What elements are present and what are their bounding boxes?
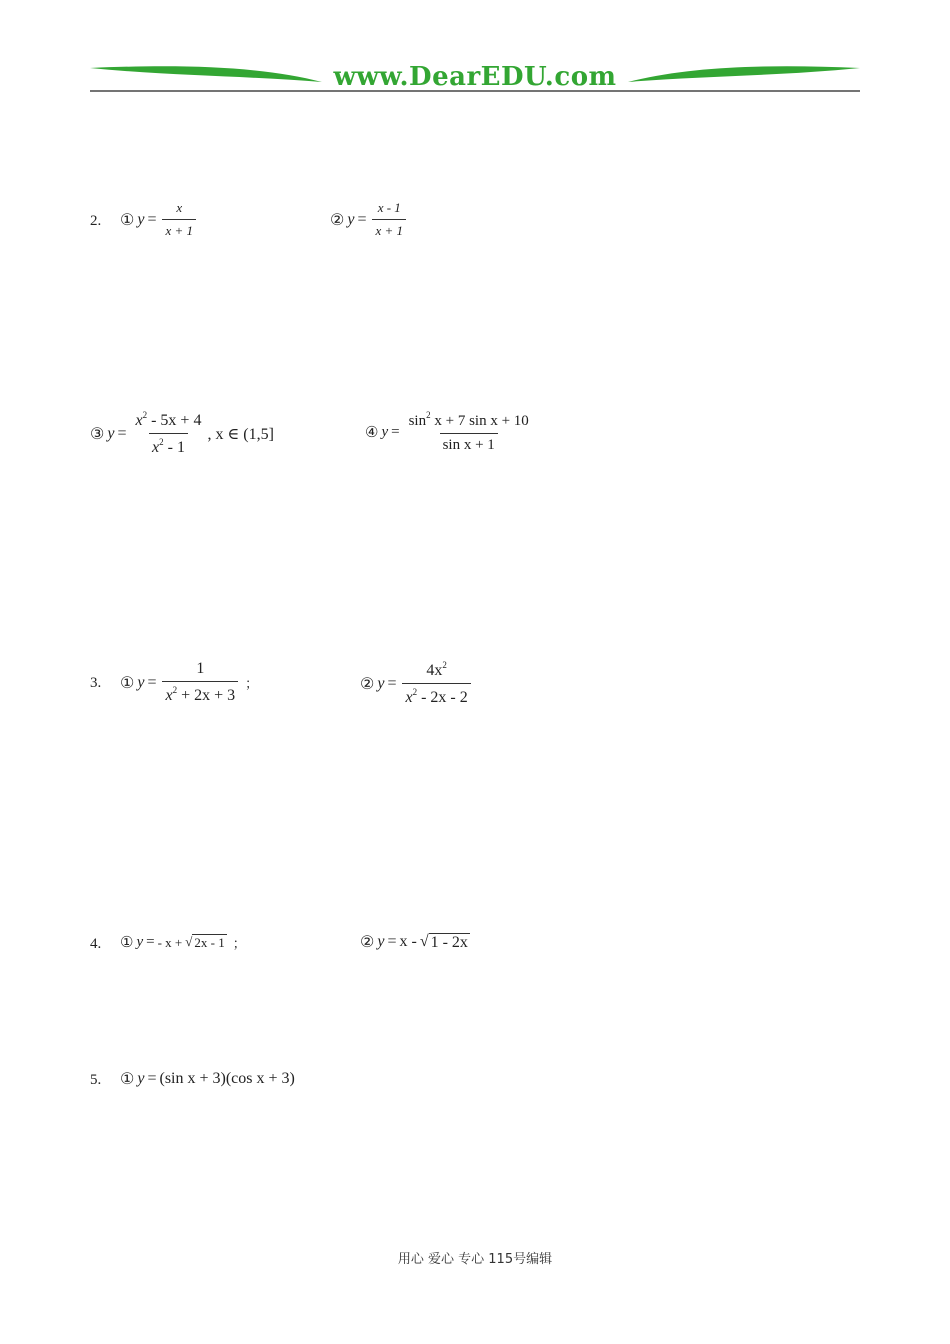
fraction [402, 660, 470, 707]
denominator-rest: + 2x + 3 [177, 687, 236, 704]
radical-sign: √ [185, 934, 193, 949]
problem-number: 2. [90, 213, 102, 229]
exponent: 2 [426, 410, 431, 420]
numerator: 1 [196, 660, 205, 677]
lhs: y [377, 933, 385, 950]
equals: = [391, 423, 400, 440]
problem-2-part-2 [330, 200, 409, 239]
lhs: y [347, 210, 355, 228]
fraction [372, 200, 406, 239]
radicand: 1 - 2x [430, 933, 468, 951]
rhs: (sin x + 3)(cos x + 3) [159, 1070, 295, 1087]
problem-number: 3. [90, 675, 102, 691]
marker: ① [120, 935, 134, 951]
domain: , x ∈ (1,5] [207, 425, 274, 443]
equals: = [387, 933, 397, 950]
func: sin [408, 413, 427, 429]
problem-5-part-1 [120, 1069, 295, 1089]
marker: ② [330, 211, 345, 229]
var: x [135, 412, 143, 429]
exponent: 2 [172, 685, 178, 695]
radicand: 2x - 1 [194, 935, 225, 950]
problem-2-part-1 [120, 200, 199, 239]
lhs: y [136, 934, 144, 950]
denominator: sin x + 1 [440, 433, 498, 454]
separator: ； [245, 676, 259, 691]
denominator [402, 683, 470, 707]
lhs: y [381, 423, 389, 440]
numerator-rest: x + 7 sin x + 10 [430, 413, 529, 429]
square-root [185, 934, 226, 951]
denominator [162, 681, 238, 705]
equals: = [147, 673, 157, 691]
marker: ① [120, 1071, 135, 1088]
denominator-rest: - 2x - 2 [417, 689, 468, 706]
fraction [162, 660, 238, 705]
exponent: 2 [442, 660, 447, 670]
problem-3-part-2 [360, 660, 474, 707]
separator: ； [232, 936, 246, 951]
lhs: y [137, 1070, 145, 1087]
numerator: x - 1 [377, 200, 401, 215]
marker: ④ [365, 424, 379, 441]
problem-4-part-1 [120, 933, 246, 952]
lhs: y [137, 210, 145, 228]
denominator: x + 1 [162, 219, 196, 239]
problem-2-part-3 [90, 410, 274, 457]
marker: ② [360, 675, 375, 693]
equals: = [147, 1070, 157, 1087]
lhs: y [377, 674, 385, 692]
term: x - [399, 933, 417, 950]
var: x [165, 687, 173, 704]
denominator [149, 433, 188, 457]
problem-number: 5. [90, 1072, 102, 1088]
numerator [132, 410, 204, 433]
square-root [420, 933, 470, 952]
problem-4-part-2 [360, 932, 470, 952]
equals: = [387, 674, 397, 692]
exponent: 2 [412, 687, 418, 697]
exponent: 2 [142, 410, 148, 420]
marker: ③ [90, 425, 105, 443]
numerator: x [176, 200, 183, 215]
lhs: y [137, 673, 145, 691]
var: x [152, 439, 160, 456]
fraction [162, 200, 196, 239]
numerator [423, 660, 450, 683]
problem-2-part-4 [365, 410, 535, 454]
numerator-rest: - 5x + 4 [147, 412, 202, 429]
fraction [132, 410, 204, 457]
problem-3-part-1 [120, 660, 258, 705]
radical-sign: √ [419, 932, 429, 950]
exponent: 2 [159, 437, 164, 447]
equals: = [357, 210, 367, 228]
lhs: y [107, 424, 115, 442]
var: x [405, 689, 413, 706]
page-footer: 用心 爱心 专心 115号编辑 [397, 1252, 553, 1267]
term: 4x [426, 662, 443, 679]
fraction [406, 410, 532, 454]
marker: ① [120, 211, 135, 229]
term: - x + [157, 934, 183, 950]
equals: = [146, 934, 155, 950]
equals: = [117, 424, 127, 442]
marker: ① [120, 674, 135, 692]
denominator-rest: - 1 [163, 439, 185, 456]
denominator: x + 1 [372, 219, 406, 239]
site-logo-text: www.DearEDU.com [333, 62, 617, 92]
marker: ② [360, 934, 375, 951]
equals: = [147, 210, 157, 228]
numerator [406, 410, 532, 433]
problem-number: 4. [90, 936, 102, 952]
